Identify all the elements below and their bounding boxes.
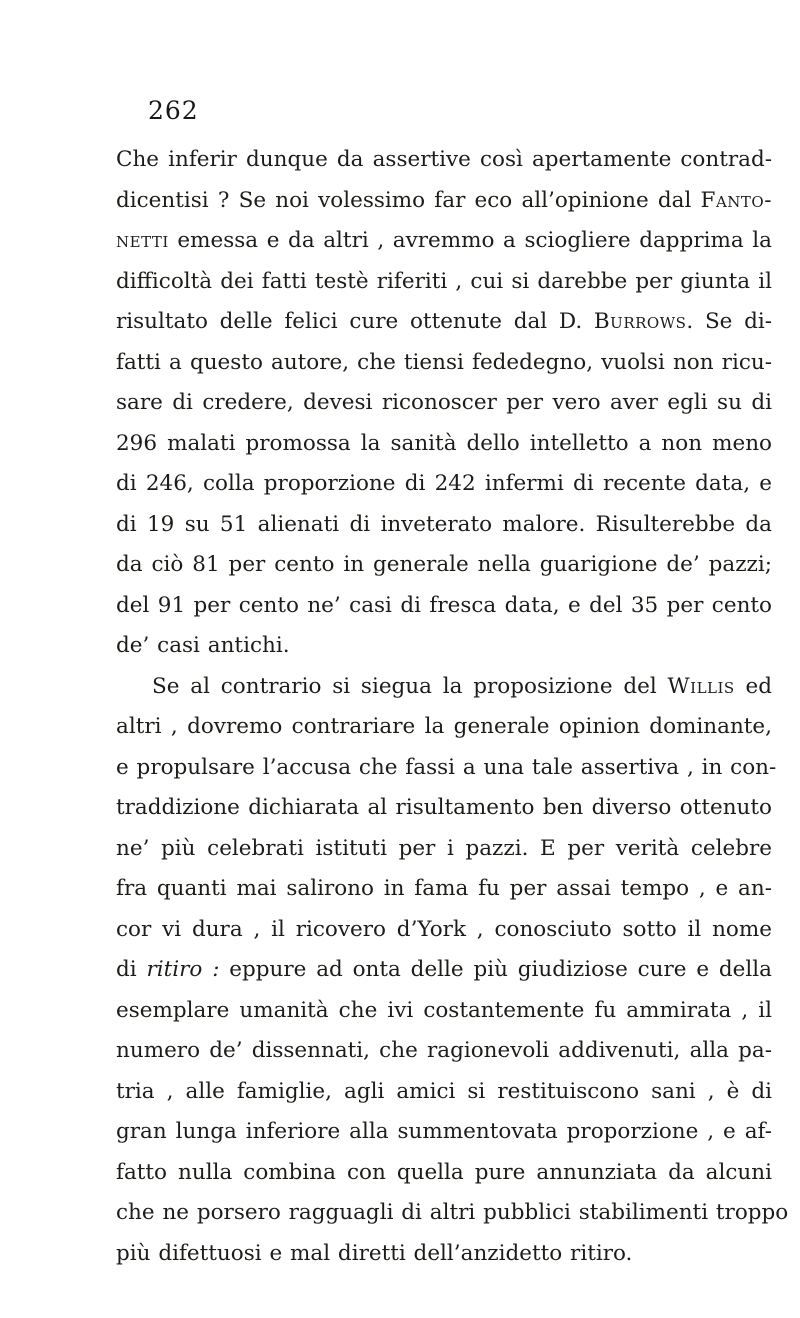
paragraph [116,667,789,1275]
text-line [116,829,772,870]
text-line [116,221,772,262]
small-caps-name: Fanto- [700,187,772,213]
text-run: de’ casi antichi. [116,633,290,658]
text-line [116,464,772,505]
text-run: Se al contrario si siegua la proposizione del [152,673,668,699]
text-run: di 19 su 51 alienati di inveterato malore. Risulterebbe da [116,511,772,537]
text-run: risultato delle felici cure ottenute dal D. [116,309,594,334]
text-line [116,1193,789,1234]
text-run: . Se di- [686,309,773,334]
text-run: che ne porsero ragguagli di altri pubblici stabilimenti troppo [116,1200,789,1225]
text-run: esemplare umanità che ivi costantemente fu ammirata , il [116,997,772,1023]
text-line [116,1072,772,1113]
text-line [116,950,772,991]
text-line [116,707,772,748]
text-run: più difettuosi e mal diretti dell’anzidetto ritiro. [116,1240,633,1266]
text-run: altri , dovremo contrariare la generale opinion dominante, [116,714,772,739]
text-run: fatto nulla combina con quella pure annunziata da alcuni [116,1159,772,1185]
text-line [116,181,772,222]
text-line [116,748,777,789]
text-line [116,1031,772,1072]
text-run: fatti a questo autore, che tiensi fededegno, vuolsi non ricu- [116,349,772,375]
text-line [116,667,772,708]
text-run: e propulsare l’accusa che fassi a una tale assertiva , in con- [116,754,777,780]
text-run: emessa e da altri , avremmo a sciogliere dapprima la [168,228,772,253]
small-caps-name: Burrows [593,309,687,334]
text-run: sare di credere, devesi riconoscer per vero aver egli su di [116,390,772,415]
small-caps-name: netti [116,228,169,253]
text-line [116,1112,772,1153]
text-run: fra quanti mai salirono in fama fu per assai tempo , e an- [116,876,772,901]
text-run: da ciò 81 per cento in generale nella guarigione de’ pazzi; [116,552,772,577]
text-run: cor vi dura , il ricovero d’York , conosciuto sotto il nome [116,916,772,942]
text-run: del 91 per cento ne’ casi di fresca data, e del 35 per cento [116,592,772,618]
text-run: gran lunga inferiore alla summentovata proporzione , e af- [116,1119,772,1144]
text-run: difficoltà dei fatti testè riferiti , cui si darebbe per giunta il [116,268,772,294]
text-line [116,1153,772,1194]
text-line [116,869,772,910]
italic-text: ritiro : [146,957,220,982]
body-text [116,140,789,1274]
paragraph [116,140,772,667]
text-run: eppure ad onta delle più giudiziose cure e della [219,957,772,982]
text-line [116,302,772,343]
text-run: 296 malati promossa la sanità dello intelletto a non meno [116,430,772,456]
text-line [116,626,772,667]
text-run: di 246, colla proporzione di 242 infermi di recente data, e [116,471,772,496]
text-run: di [116,957,147,982]
text-line [116,1234,772,1275]
text-run: traddizione dichiarata al risultamento ben diverso ottenuto [116,795,772,820]
text-run: ed [734,673,772,699]
text-line [116,140,772,181]
text-line [116,910,772,951]
text-line [116,262,772,303]
text-run: numero de’ dissennati, che ragionevoli addivenuti, alla pa- [116,1038,772,1063]
text-line [116,343,772,384]
text-line [116,991,772,1032]
text-run: dicentisi ? Se noi volessimo far eco all’opinione dal [116,187,701,213]
text-line [116,586,772,627]
text-line [116,505,772,546]
text-line [116,383,772,424]
text-run: ne’ più celebrati istituti per i pazzi. E per verità celebre [116,835,772,861]
text-run: tria , alle famiglie, agli amici si restituiscono sani , è di [116,1078,772,1104]
page-number: 262 [148,96,199,125]
text-line [116,424,772,465]
text-line [116,788,772,829]
small-caps-name: Willis [667,673,735,699]
text-run: Che inferir dunque da assertive così apertamente contrad- [116,147,772,172]
text-line [116,545,772,586]
